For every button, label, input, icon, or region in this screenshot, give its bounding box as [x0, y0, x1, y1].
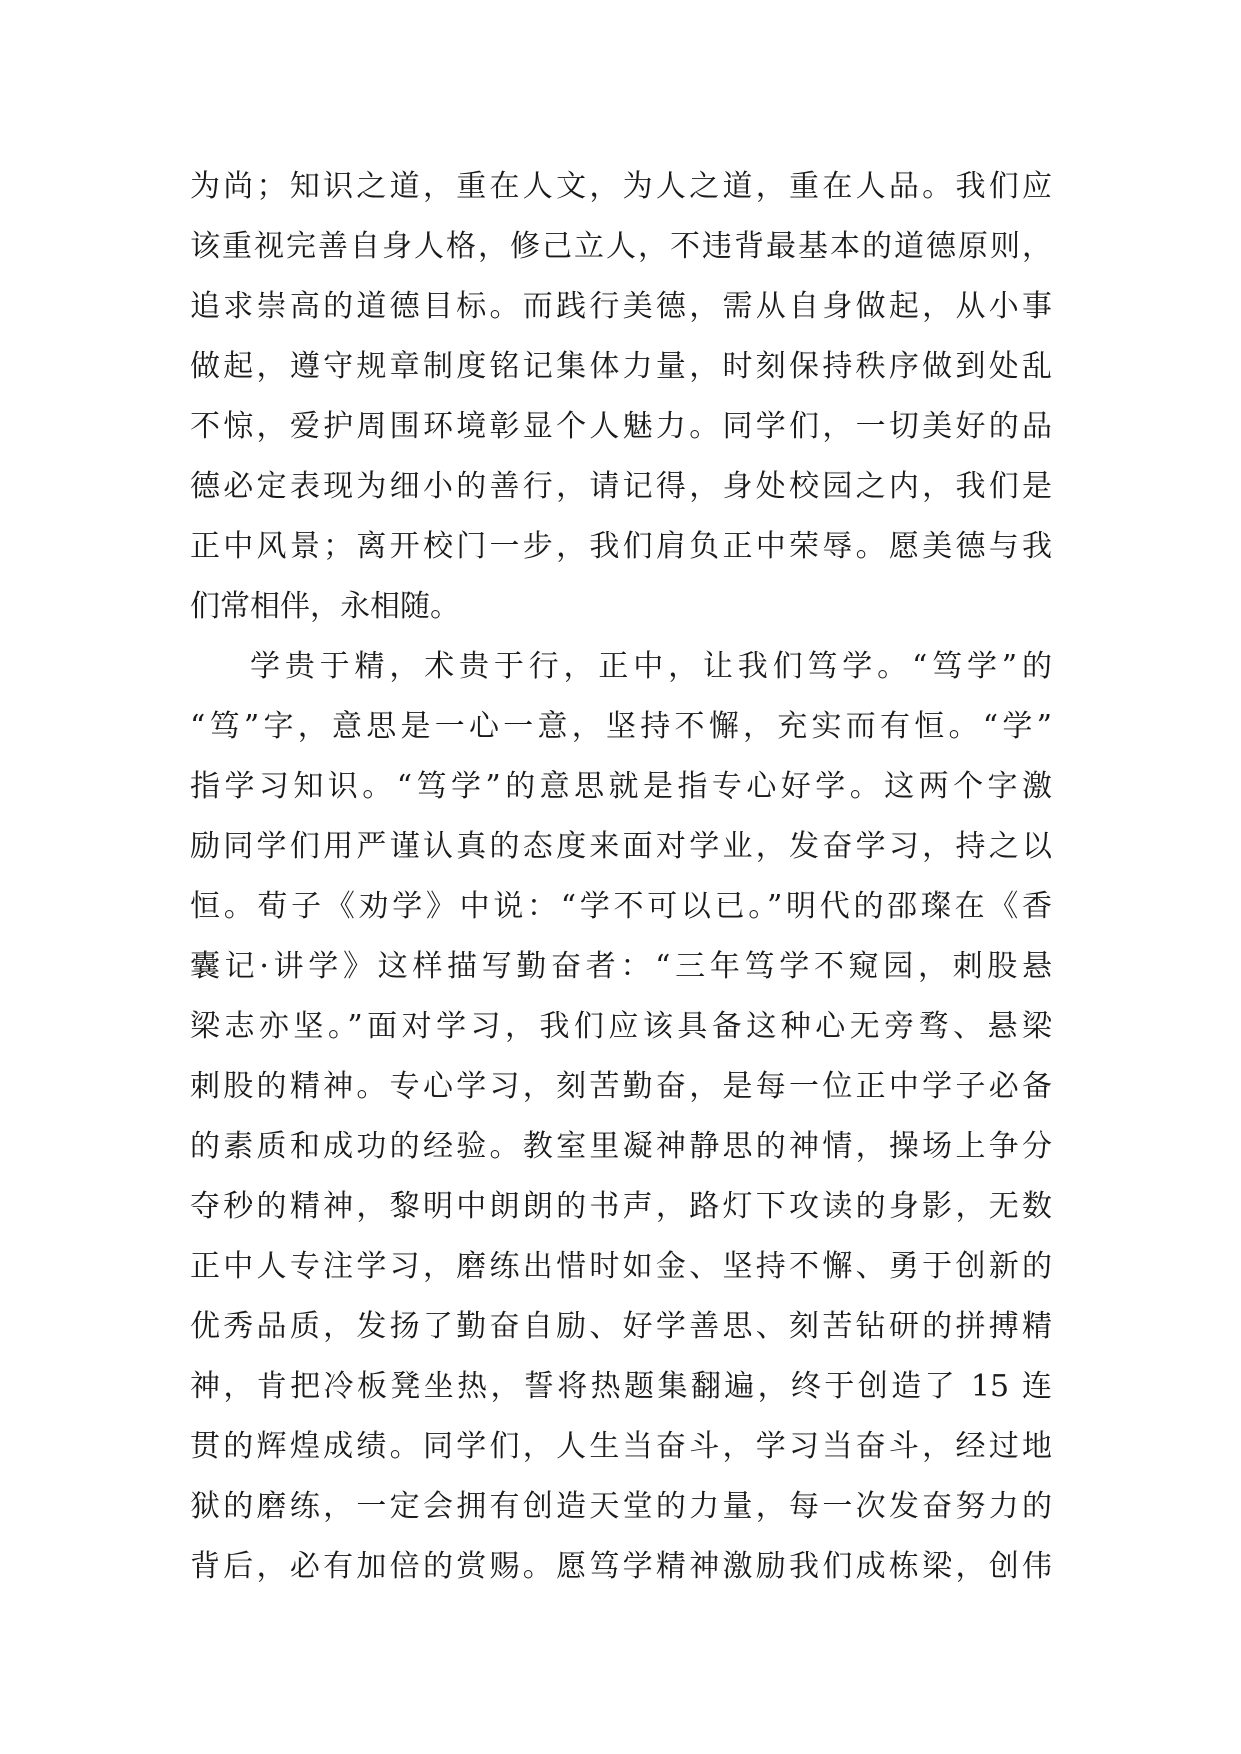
text-line: 狱的磨练，一定会拥有创造天堂的力量，每一次发奋努力的: [190, 1489, 1052, 1524]
text-line: 正中风景；离开校门一步，我们肩负正中荣辱。愿美德与我: [190, 529, 1052, 564]
text-line: 不惊，爱护周围环境彰显个人魅力。同学们，一切美好的品: [190, 409, 1052, 444]
text-line: 神，肯把冷板凳坐热，誓将热题集翻遍，终于创造了 15 连: [190, 1369, 1052, 1404]
text-line: 背后，必有加倍的赏赐。愿笃学精神激励我们成栋梁，创伟: [190, 1549, 1052, 1584]
body-text: [190, 157, 1052, 1597]
paragraph-end-line: 们常相伴，永相随。: [190, 589, 460, 624]
text-line: 恒。荀子《劝学》中说：“学不可以已。”明代的邵璨在《香: [190, 889, 1052, 924]
text-line: 指学习知识。“笃学”的意思就是指专心好学。这两个字激: [190, 769, 1052, 804]
text-line: 的素质和成功的经验。教室里凝神静思的神情，操场上争分: [190, 1129, 1052, 1164]
text-line: 梁志亦坚。”面对学习，我们应该具备这种心无旁骛、悬梁: [190, 1009, 1052, 1044]
text-line: 优秀品质，发扬了勤奋自励、好学善思、刻苦钻研的拼搏精: [190, 1309, 1052, 1344]
paragraph-start-line: 学贵于精，术贵于行，正中，让我们笃学。“笃学”的: [250, 649, 1052, 684]
text-line: 正中人专注学习，磨练出惜时如金、坚持不懈、勇于创新的: [190, 1249, 1052, 1284]
text-line: 追求崇高的道德目标。而践行美德，需从自身做起，从小事: [190, 289, 1052, 324]
text-line: 囊记·讲学》这样描写勤奋者：“三年笃学不窥园，刺股悬: [190, 949, 1052, 984]
text-line: 贯的辉煌成绩。同学们，人生当奋斗，学习当奋斗，经过地: [190, 1429, 1052, 1464]
text-line: 德必定表现为细小的善行，请记得，身处校园之内，我们是: [190, 469, 1052, 504]
text-line: 刺股的精神。专心学习，刻苦勤奋，是每一位正中学子必备: [190, 1069, 1052, 1104]
text-line: 为尚；知识之道，重在人文，为人之道，重在人品。我们应: [190, 169, 1052, 204]
text-line: “笃”字，意思是一心一意，坚持不懈，充实而有恒。“学”: [190, 709, 1052, 744]
text-line: 该重视完善自身人格，修己立人，不违背最基本的道德原则，: [190, 229, 1052, 264]
text-line: 励同学们用严谨认真的态度来面对学业，发奋学习，持之以: [190, 829, 1052, 864]
text-line: 做起，遵守规章制度铭记集体力量，时刻保持秩序做到处乱: [190, 349, 1052, 384]
text-line: 夺秒的精神，黎明中朗朗的书声，路灯下攻读的身影，无数: [190, 1189, 1052, 1224]
